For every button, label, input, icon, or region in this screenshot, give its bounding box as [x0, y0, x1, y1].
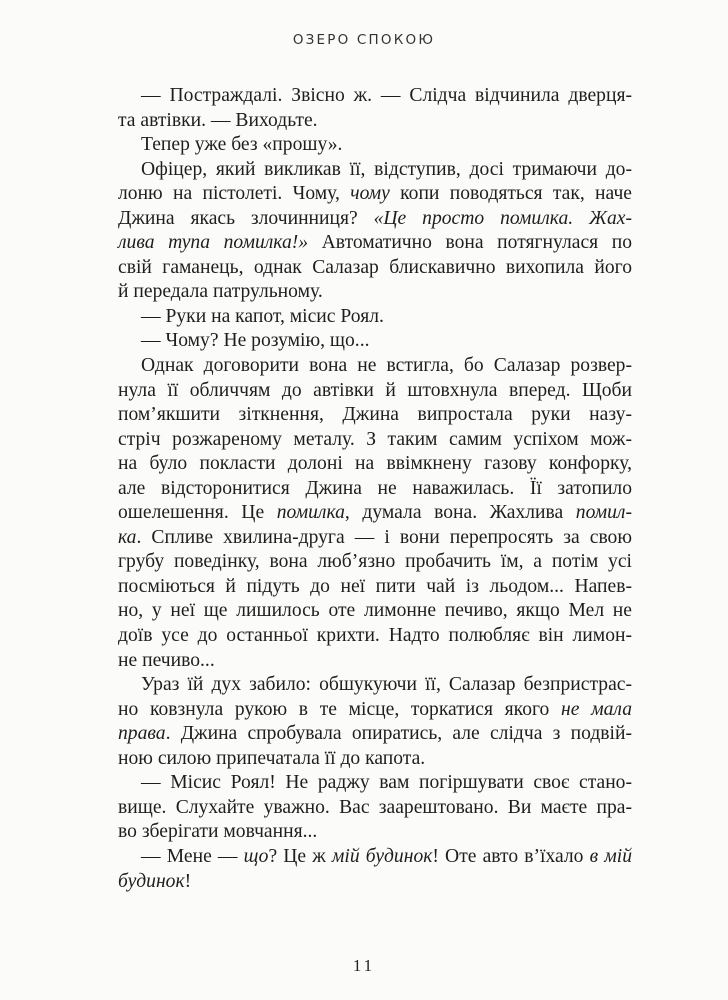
text-segment: — Мене —	[141, 845, 244, 867]
text-segment: лоню на пістолеті. Чому,	[118, 183, 351, 205]
text-segment: . Спливе хвилина-друга — і вони перепросять за свою	[136, 526, 632, 548]
text-segment: ною силою припечатала її до капота.	[118, 747, 426, 769]
text-line	[118, 379, 632, 404]
text-segment: Ураз їй дух забило: обшукуючи її, Салазар безпристрас-	[141, 674, 632, 696]
text-line	[118, 550, 632, 575]
italic-text: мій будинок	[331, 845, 433, 867]
text-segment: ошелешення. Це	[118, 502, 277, 524]
text-line	[118, 649, 632, 674]
text-segment: грубу поведінку, вона люб’язно пробачить їм, а потім усі	[118, 551, 632, 573]
text-line	[118, 84, 632, 109]
text-line	[118, 698, 632, 723]
text-segment: копи поводяться так, наче	[389, 183, 632, 205]
text-segment: стріч розжареному металу. З таким самим успіхом мож-	[118, 428, 632, 450]
text-line	[118, 182, 632, 207]
italic-text: помил-	[575, 502, 632, 524]
text-line	[118, 231, 632, 256]
text-segment: доїв усе до останньої крихти. Надто полюбляє він лимон-	[118, 625, 632, 647]
text-line	[118, 109, 632, 134]
text-segment: не печиво...	[118, 649, 215, 671]
text-line	[118, 870, 632, 895]
text-line	[118, 133, 632, 158]
text-line	[118, 305, 632, 330]
text-segment: но ковзнула рукою в те місце, торкатися якого	[118, 698, 562, 720]
text-line	[118, 354, 632, 379]
text-line	[118, 477, 632, 502]
text-segment: ! Оте авто в’їхало	[432, 845, 590, 867]
text-line	[118, 526, 632, 551]
italic-text: в мій	[589, 845, 632, 867]
text-line	[118, 403, 632, 428]
text-line	[118, 207, 632, 232]
text-line	[118, 747, 632, 772]
italic-text: будинок	[118, 870, 185, 892]
text-segment: та автівки. — Виходьте.	[118, 109, 318, 131]
text-line	[118, 428, 632, 453]
text-segment: . Джина спробувала опиратись, але слідча з подвій-	[165, 723, 632, 745]
text-line	[118, 501, 632, 526]
text-segment: свій гаманець, однак Салазар блискавично вихопила його	[118, 256, 632, 278]
text-segment: посміються й підуть до неї пити чай із льодом... Напев-	[118, 575, 632, 597]
text-segment: — Чому? Не розумію, що...	[141, 330, 370, 352]
italic-text: чому	[350, 183, 390, 205]
text-line	[118, 280, 632, 305]
text-segment: , думала вона. Жахлива	[344, 502, 576, 524]
text-segment: !	[184, 870, 192, 892]
italic-text: не мала	[561, 698, 632, 720]
italic-text: права	[118, 723, 166, 745]
text-segment: — Постраждалі. Звісно ж. — Слідча відчинила дверця-	[141, 85, 632, 106]
text-segment: но, у неї ще лишилось оте лимонне печиво, якщо Мел не	[118, 600, 632, 622]
italic-text: ка	[118, 526, 137, 548]
text-segment: на було покласти долоні на ввімкнену газову конфорку,	[118, 453, 632, 475]
text-line	[118, 722, 632, 747]
text-segment: але відсторонитися Джина не наважилась. Її затопило	[118, 477, 632, 499]
italic-text: лива тупа помилка!»	[118, 232, 309, 254]
text-segment: вище. Слухайте уважно. Вас заарештовано. Ви маєте пра-	[118, 796, 632, 818]
text-segment: ? Це ж	[268, 845, 332, 867]
text-line	[118, 158, 632, 183]
running-head: ОЗЕРО СПОКОЮ	[292, 32, 436, 48]
text-segment: Тепер уже без «прошу».	[141, 134, 343, 156]
text-line	[118, 820, 632, 845]
text-segment: й передала патрульному.	[118, 281, 323, 303]
text-line	[118, 256, 632, 281]
text-segment: Джина якась злочинниця?	[118, 207, 374, 229]
text-segment: — Місис Роял! Не раджу вам погіршувати своє стано-	[141, 772, 632, 794]
body-text	[118, 84, 632, 894]
italic-text: помилка	[276, 502, 345, 524]
text-segment: — Руки на капот, місис Роял.	[141, 305, 384, 327]
text-line	[118, 796, 632, 821]
text-line	[118, 599, 632, 624]
text-line	[118, 624, 632, 649]
italic-text: «Це просто помилка. Жах-	[373, 207, 632, 229]
text-segment: во зберігати мовчання...	[118, 821, 318, 843]
text-line	[118, 329, 632, 354]
text-line	[118, 771, 632, 796]
text-segment: нула її обличчям до автівки й штовхнула вперед. Щоби	[118, 379, 632, 401]
text-line	[118, 673, 632, 698]
italic-text: що	[243, 845, 269, 867]
text-line	[118, 845, 632, 870]
page-number: 11	[352, 956, 376, 975]
text-line	[118, 575, 632, 600]
text-segment: Офіцер, який викликав її, відступив, досі тримаючи до-	[141, 158, 632, 180]
text-segment: Однак договорити вона не встигла, бо Салазар розвер-	[141, 355, 632, 377]
text-segment: Автоматично вона потягнулася по	[308, 232, 632, 254]
text-line	[118, 452, 632, 477]
text-segment: пом’якшити зіткнення, Джина випростала руки назу-	[118, 404, 632, 426]
